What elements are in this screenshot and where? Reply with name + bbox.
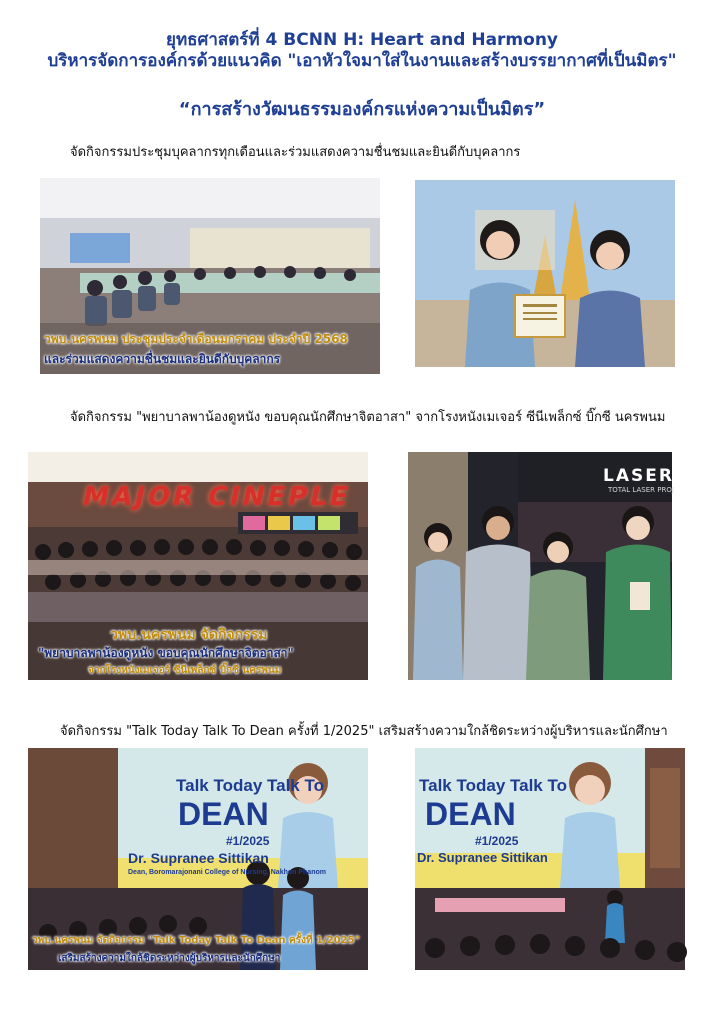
cinema-overlay-line-1: วพบ.นครพนม จัดกิจกรรม	[110, 627, 268, 643]
section-2-caption: จัดกิจกรรม "พยาบาลพาน้องดูหนัง ขอบคุณนักศึกษาจิตอาสา" จากโรงหนังเมเจอร์ ซีนีเพล็กซ์ บิ๊กซี นครพนม	[70, 410, 666, 425]
stage-poster-line-2: DEAN	[425, 796, 516, 832]
cinema-overlay-line-2: "พยาบาลพาน้องดูหนัง ขอบคุณนักศึกษาจิตอาสา"	[38, 646, 294, 660]
photo-dean-stage	[415, 748, 685, 970]
dean-poster-role: Dean, Boromarajonani College of Nursing, Nakhon Phanom	[128, 869, 326, 876]
heading-line-1: ยุทธศาสตร์ที่ 4 BCNN H: Heart and Harmony	[165, 30, 559, 50]
photo-award	[415, 180, 675, 367]
laser-sign: LASERPL	[603, 466, 702, 486]
heading-line-2: บริหารจัดการองค์กรด้วยแนวคิด "เอาหัวใจมาใส่ในงานและสร้างบรรยากาศที่เป็นมิตร"	[47, 51, 677, 71]
cinema-overlay-line-3: จากโรงหนังเมเจอร์ ซีนีเพล็กซ์ บิ๊กซี นครพนม	[88, 665, 282, 676]
stage-poster-line-3: #1/2025	[475, 834, 519, 848]
dean-poster-line-1: Talk Today Talk To	[176, 776, 324, 795]
photo-talk-dean	[28, 748, 368, 970]
section-3-caption: จัดกิจกรรม "Talk Today Talk To Dean ครั้งที่ 1/2025" เสริมสร้างความใกล้ชิดระหว่างผู้บริหารและนักศึกษา	[60, 724, 668, 739]
heading-subtitle: “การสร้างวัฒนธรรมองค์กรแห่งความเป็นมิตร”	[178, 99, 546, 120]
dean-poster-name: Dr. Supranee Sittikan	[128, 850, 269, 866]
dean-overlay-line-1: วพบ.นครพนม จัดกิจกรรม "Talk Today Talk To Dean ครั้งที่ 1/2025"	[32, 935, 360, 946]
meeting-overlay-line-2: และร่วมแสดงความชื่นชมและยินดีกับบุคลากร	[44, 352, 281, 366]
stage-poster-name: Dr. Supranee Sittikan	[417, 850, 548, 865]
dean-poster-line-3: #1/2025	[226, 834, 270, 848]
photo-cinema-group	[28, 452, 368, 680]
stage-poster-line-1: Talk Today Talk To	[419, 776, 567, 795]
dean-overlay-line-2: เสริมสร้างความใกล้ชิดระหว่างผู้บริหารและนักศึกษา	[58, 953, 281, 964]
section-1-caption: จัดกิจกรรมประชุมบุคลากรทุกเดือนและร่วมแสดงความชื่นชมและยินดีกับบุคลากร	[70, 145, 521, 160]
dean-poster-line-2: DEAN	[178, 796, 269, 832]
photo-meeting	[40, 178, 380, 374]
meeting-overlay-line-1: วพบ.นครพนม ประชุมประจำเดือนมกราคม ประจำปี 2568	[44, 332, 348, 346]
cinema-sign: MAJOR CINEPLE	[79, 482, 354, 512]
laser-sign-sub: TOTAL LASER PROJ	[608, 486, 674, 494]
photo-cinema-students	[408, 452, 702, 680]
